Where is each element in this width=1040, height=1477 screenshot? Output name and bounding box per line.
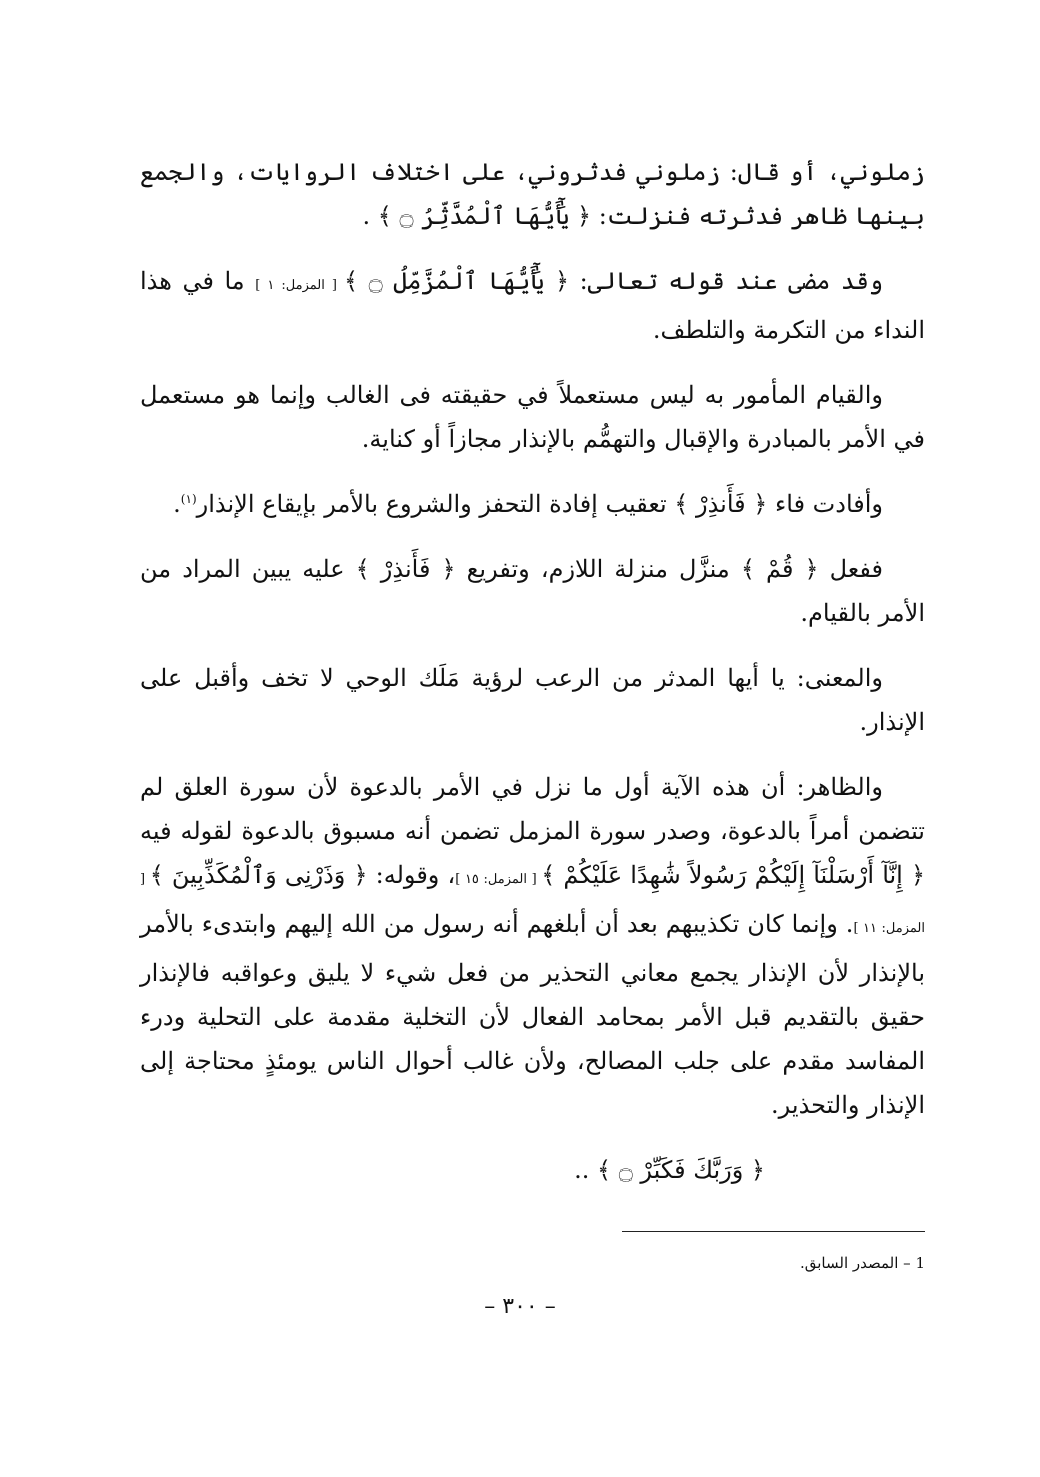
text-run: . وإنما كان تكذيبهم بعد أن أبلغهم أنه رسول من الله إليهم وابتدىء بالأمر بالإنذار لأن الإنذار يجمع معاني التحذير من فعل شيء لا يليق وعواقبه فالإنذار حقيق بالتقديم قبل الأمر بمحامد الفعال لأن التخلية مقدمة على التحلية ودرء المفاسد مقدم على جلب المصالح، ولأن غالب أحوال الناس يومئذٍ محتاجة إلى الإنذار والتحذير. [140,910,925,1119]
paragraph-5 [140,547,925,635]
footnote: 1 – المصدر السابق. [799,1254,925,1272]
text-run: ما في هذا النداء من التكرمة والتلطف. [140,267,925,344]
text-run: زملوني، أو قال: زملوني فدثروني، على اختلاف الروايات، والجمع بينها ظاهر فدثرته فنزلت: [140,158,925,230]
paragraph-4 [140,482,925,526]
page-number: – ٣٠٠ – [484,1294,556,1319]
quran-verse: ﴿ قُمْ ﴾ [740,555,819,583]
text-run: تعقيب إفادة التحفز والشروع بالأمر بإيقاع الإنذار [196,490,675,518]
quran-verse: ﴿ إِنَّآ أَرْسَلْنَآ إِلَيْكُمْ رَسُولاً شَٰهِدًا عَلَيْكُمْ ﴾ [541,861,926,889]
text-run: وأفادت فاء [767,490,883,518]
body-text [140,150,925,1213]
text-run: منزَّل منزلة اللازم، وتفريع [455,555,741,583]
paragraph-2 [140,259,925,352]
text-run: وقد مضى عند قوله تعالى: [569,267,884,295]
text-run: والقيام المأمور به ليس مستعملاً في حقيقته فى الغالب وإنما هو مستعمل في الأمر بالمبادرة والإقبال والتهمُّم بالإنذار مجازاً أو كناية. [140,381,925,453]
text-run: ، وقوله: [367,861,456,889]
paragraph-1 [140,150,925,238]
quran-verse: ﴿ يَٰٓأَيُّهَا ٱلْمُزَّمِّلُ ۝ ﴾ [344,267,570,295]
text-run: عليه يبين المراد من الأمر بالقيام. [140,555,925,627]
paragraph-3 [140,373,925,461]
footnote-marker[interactable]: (١) [180,492,197,506]
text-run: . [173,490,181,518]
paragraph-8 [140,1148,925,1192]
text-run: والمعنى: يا أيها المدثر من الرعب لرؤية مَلَك الوحي لا تخف وأقبل على الإنذار. [140,664,925,736]
verse-reference: [ المزمل: ١١ ] [140,872,925,936]
paragraph-6 [140,656,925,744]
quran-verse: ﴿ وَذَرْنِى وَٱلْمُكَذِّبِينَ ﴾ [149,861,368,889]
text-run: .. [574,1156,597,1184]
footnote-divider [622,1231,925,1232]
quran-verse: ﴿ فَأَنذِرْ ﴾ [355,555,456,583]
text-run: والظاهر: أن هذه الآية أول ما نزل في الأمر بالدعوة لأن سورة العلق لم تتضمن أمراً بالدعوة، وصدر سورة المزمل تضمن أنه مسبوق بالدعوة لقوله فيه [140,773,925,845]
verse-reference: [ المزمل: ١ ] [255,278,345,293]
verse-reference: [ المزمل: ١٥ ] [455,872,542,887]
quran-verse: ﴿ يَٰٓأَيُّهَا ٱلْمُدَّثِّرُ ۝ ﴾ [377,202,592,230]
paragraph-7 [140,765,925,1127]
quran-verse: ﴿ وَرَبَّكَ فَكَبِّرْ ۝ ﴾ [596,1156,765,1184]
text-run: ففعل [818,555,883,583]
text-run: . [362,202,378,230]
quran-verse: ﴿ فَأَنذِرْ ﴾ [674,490,768,518]
